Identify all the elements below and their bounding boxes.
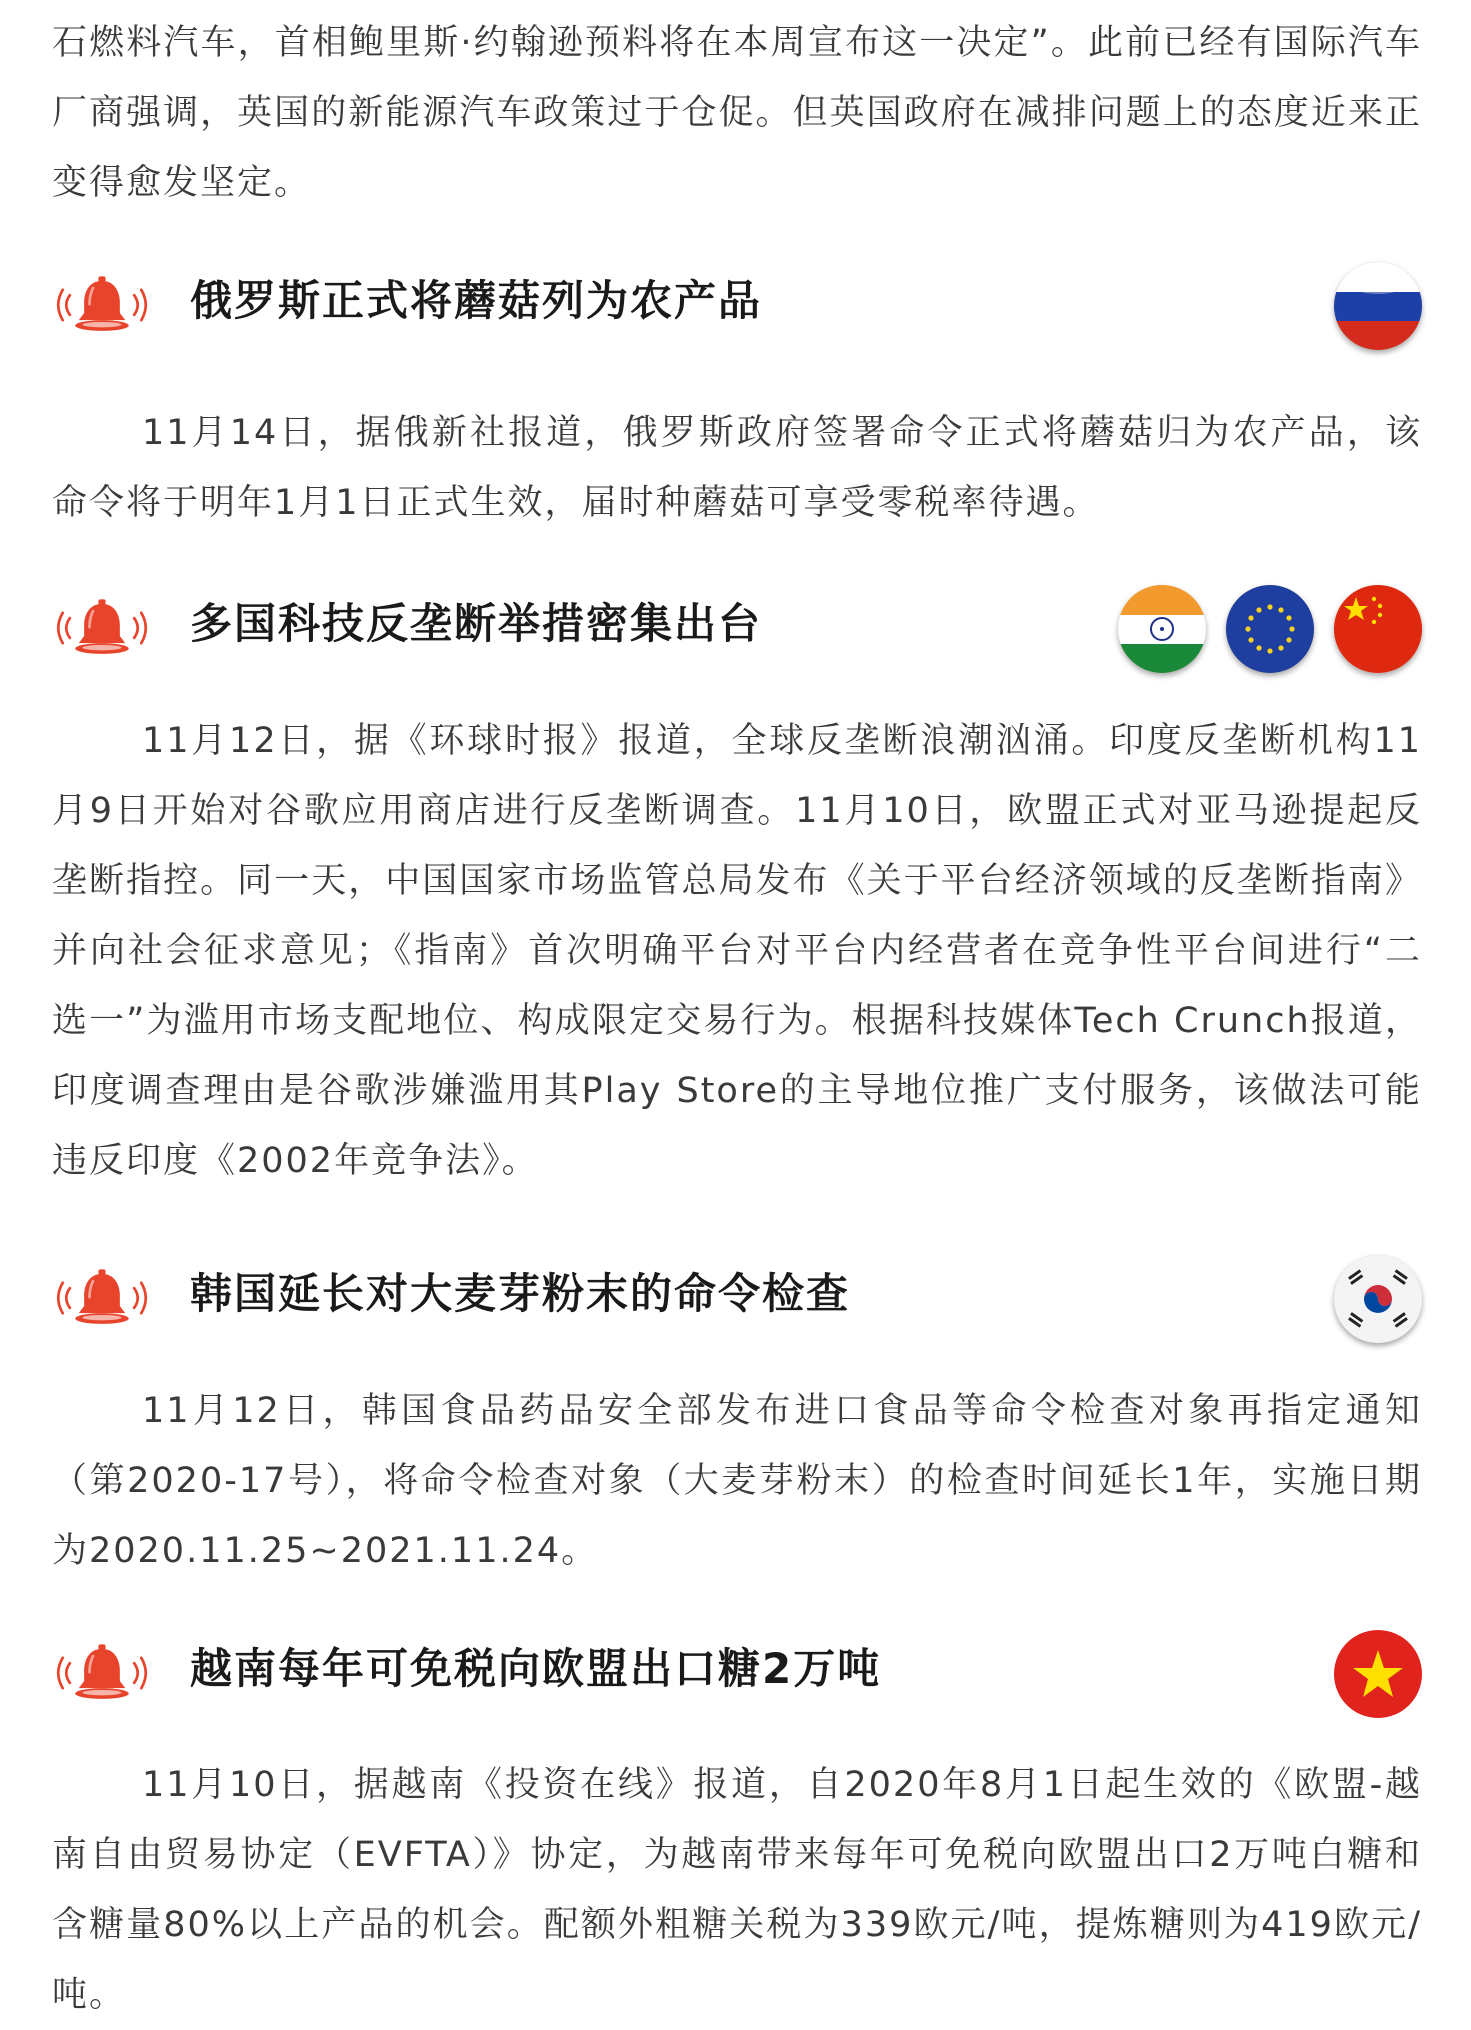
vietnam-flag-icon [1334, 1630, 1422, 1718]
news-body: 11月14日，据俄新社报道，俄罗斯政府签署命令正式将蘑菇归为农产品，该命令将于明年1月1日正式生效，届时种蘑菇可享受零税率待遇。 [52, 413, 1422, 523]
news-title: 韩国延长对大麦芽粉末的命令检查 [190, 1269, 851, 1318]
india-flag-icon [1118, 585, 1206, 673]
eu-flag-icon [1226, 585, 1314, 673]
news-title: 多国科技反垄断举措密集出台 [190, 599, 763, 648]
alarm-bell-icon [52, 1265, 152, 1331]
alarm-bell-icon [52, 595, 152, 661]
intro-paragraph: 石燃料汽车，首相鲍里斯·约翰逊预料将在本周宣布这一决定”。此前已经有国际汽车厂商强调，英国的新能源汽车政策过于仓促。但英国政府在减排问题上的态度近来正变得愈发坚定。 [52, 23, 1422, 203]
news-header-antitrust [52, 585, 1422, 685]
alarm-bell-icon [52, 272, 152, 338]
russia-flag-icon [1334, 262, 1422, 350]
south-korea-flag-icon [1334, 1255, 1422, 1343]
news-body: 11月12日，据《环球时报》报道，全球反垄断浪潮汹涌。印度反垄断机构11月9日开始对谷歌应用商店进行反垄断调查。11月10日，欧盟正式对亚马逊提起反垄断指控。同一天，中国国家市场监管总局发布《关于平台经济领域的反垄断指南》并向社会征求意见；《指南》首次明确平台对平台内经营者在竞争性平台间进行“二选一”为滥用市场支配地位、构成限定交易行为。根据科技媒体Tech Crunch报道，印度调查理由是谷歌涉嫌滥用其Play Store的主导地位推广支付服务，该做法可能违反印度《2002年竞争法》。 [52, 721, 1422, 1181]
china-flag-icon [1334, 585, 1422, 673]
alarm-bell-icon [52, 1640, 152, 1706]
news-title: 俄罗斯正式将蘑菇列为农产品 [190, 276, 763, 325]
news-header-russia [52, 262, 1422, 362]
news-header-vietnam [52, 1630, 1422, 1730]
news-title: 越南每年可免税向欧盟出口糖2万吨 [190, 1644, 882, 1693]
news-body: 11月12日，韩国食品药品安全部发布进口食品等命令检查对象再指定通知（第2020-17号），将命令检查对象（大麦芽粉末）的检查时间延长1年，实施日期为2020.11.25~2021.11.24。 [52, 1391, 1422, 1571]
news-header-korea [52, 1255, 1422, 1355]
news-body: 11月10日，据越南《投资在线》报道，自2020年8月1日起生效的《欧盟-越南自由贸易协定（EVFTA）》协定，为越南带来每年可免税向欧盟出口2万吨白糖和含糖量80%以上产品的机会。配额外粗糖关税为339欧元/吨，提炼糖则为419欧元/吨。 [52, 1765, 1422, 2015]
